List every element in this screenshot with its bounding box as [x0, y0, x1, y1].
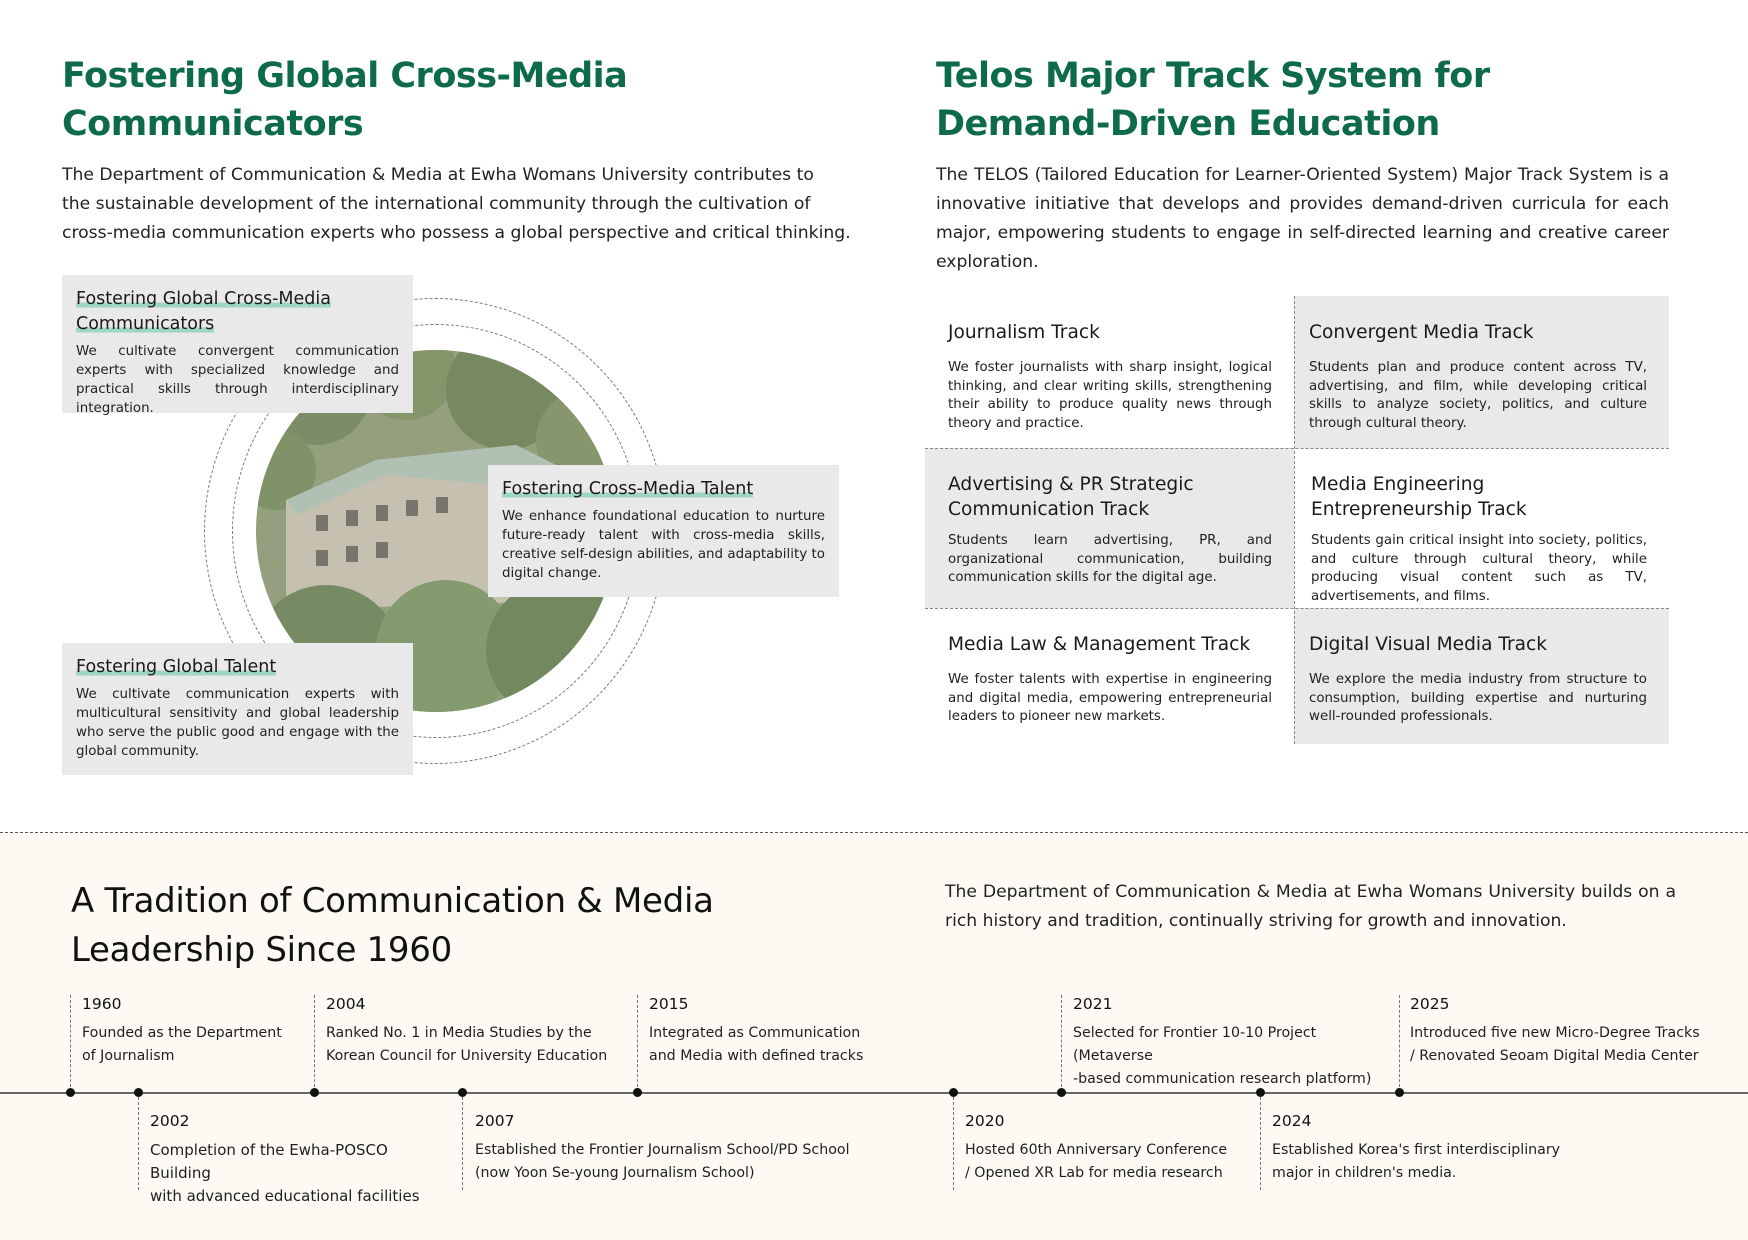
timeline-tick	[462, 1092, 463, 1190]
right-heading-line2: Demand-Driven Education	[936, 104, 1440, 144]
goal-card-title: Fostering Cross-Media Talent	[502, 479, 754, 499]
left-heading-line1: Fostering Global Cross-Media	[62, 56, 628, 96]
right-intro: The TELOS (Tailored Education for Learner-Oriented System) Major Track System is a innovative initiative that develops and provides demand-driven curricula for each major, empowering students to engage in self-directed learning and creative career exploration.	[936, 165, 1669, 272]
goal-card-title: Fostering Global Talent	[76, 657, 277, 677]
timeline-event-2021: 2021 Selected for Frontier 10-10 Project (Metaverse -based communication research platform)	[1073, 995, 1372, 1087]
track-advertising-pr: Advertising & PR Strategic Communication Track Students learn advertising, PR, and organizational communication, building communication skills for the digital age.	[925, 448, 1294, 608]
timeline-dot	[134, 1088, 143, 1097]
grid-divider-horizontal	[925, 608, 1669, 609]
track-journalism: Journalism Track We foster journalists with sharp insight, logical thinking, and clear writing skills, strengthening their ability to produce quality news through theory and practice.	[948, 322, 1272, 432]
left-intro: The Department of Communication & Media at Ewha Womans University contributes to the sustainable development of the international community through the cultivation of cross-media communication experts who possess a global perspective and critical thinking.	[62, 165, 851, 243]
timeline-tick	[637, 995, 638, 1092]
history-intro: The Department of Communication & Media at Ewha Womans University builds on a rich history and tradition, continually striving for growth and innovation.	[945, 882, 1676, 931]
timeline-tick	[70, 995, 71, 1092]
goal-card-cross-media-talent	[488, 465, 839, 597]
track-digital-visual-media: Digital Visual Media Track We explore the media industry from structure to consumption, building expertise and nurturing well-rounded professionals.	[1294, 608, 1669, 744]
timeline-tick	[953, 1092, 954, 1190]
goal-card-body: We cultivate convergent communication experts with specialized knowledge and practical skills through interdisciplinary integration.	[76, 344, 399, 416]
right-heading	[936, 52, 1696, 148]
timeline-axis	[0, 1092, 1748, 1094]
timeline-tick	[138, 1092, 139, 1190]
grid-divider-vertical	[1294, 296, 1295, 744]
timeline-dot	[949, 1088, 958, 1097]
timeline-tick	[1399, 995, 1400, 1092]
timeline-event-2007: 2007 Established the Frontier Journalism School/PD School (now Yoon Se-young Journalism School)	[475, 1112, 850, 1181]
track-media-law: Media Law & Management Track We foster talents with expertise in engineering and digital media, empowering entrepreneurial leaders to pioneer new markets.	[948, 634, 1272, 725]
left-heading	[62, 52, 822, 148]
track-media-engineering: Media Engineering Entrepreneurship Track Students gain critical insight into society, politics, and culture through cultural theory, while producing visual content such as TV, advertisements, and films.	[1311, 474, 1647, 605]
goal-card-global-cross-media	[62, 275, 413, 416]
grid-divider-horizontal	[925, 448, 1669, 449]
timeline-tick	[1061, 995, 1062, 1092]
timeline-event-2024: 2024 Established Korea's first interdisciplinary major in children's media.	[1272, 1112, 1561, 1181]
timeline-dot	[1395, 1088, 1404, 1097]
timeline-tick	[1260, 1092, 1261, 1190]
timeline-event-2025: 2025 Introduced five new Micro-Degree Tracks / Renovated Seoam Digital Media Center	[1410, 995, 1700, 1064]
timeline-dot	[1057, 1088, 1066, 1097]
timeline-dot	[66, 1088, 75, 1097]
track-convergent-media: Convergent Media Track Students plan and produce content across TV, advertising, and film, while developing critical skills to analyze society, politics, and culture through cultural theory.	[1294, 296, 1669, 448]
timeline-tick	[314, 995, 315, 1092]
timeline-dot	[633, 1088, 642, 1097]
right-heading-line1: Telos Major Track System for	[936, 56, 1490, 96]
left-heading-line2: Communicators	[62, 104, 364, 144]
goal-card-body: We cultivate communication experts with multicultural sensitivity and global leadership who serve the public good and engage with the global community.	[76, 687, 399, 759]
timeline-event-2004: 2004 Ranked No. 1 in Media Studies by the Korean Council for University Education	[326, 995, 608, 1064]
goal-card-global-talent	[62, 643, 413, 775]
goal-card-body: We enhance foundational education to nurture future-ready talent with cross-media skills, creative self-design abilities, and adaptability to digital change.	[502, 509, 825, 581]
history-heading: A Tradition of Communication & Media Leadership Since 1960	[71, 881, 714, 970]
timeline-dot	[310, 1088, 319, 1097]
timeline-dot	[458, 1088, 467, 1097]
timeline-event-2002: 2002 Completion of the Ewha-POSCO Building with advanced educational facilities	[150, 1112, 420, 1205]
goal-card-title: Fostering Global Cross-Media Communicators	[76, 289, 331, 334]
timeline-event-2015: 2015 Integrated as Communication and Media with defined tracks	[649, 995, 864, 1064]
timeline-event-2020: 2020 Hosted 60th Anniversary Conference / Opened XR Lab for media research	[965, 1112, 1228, 1181]
timeline-event-1960: 1960 Founded as the Department of Journalism	[82, 995, 282, 1064]
